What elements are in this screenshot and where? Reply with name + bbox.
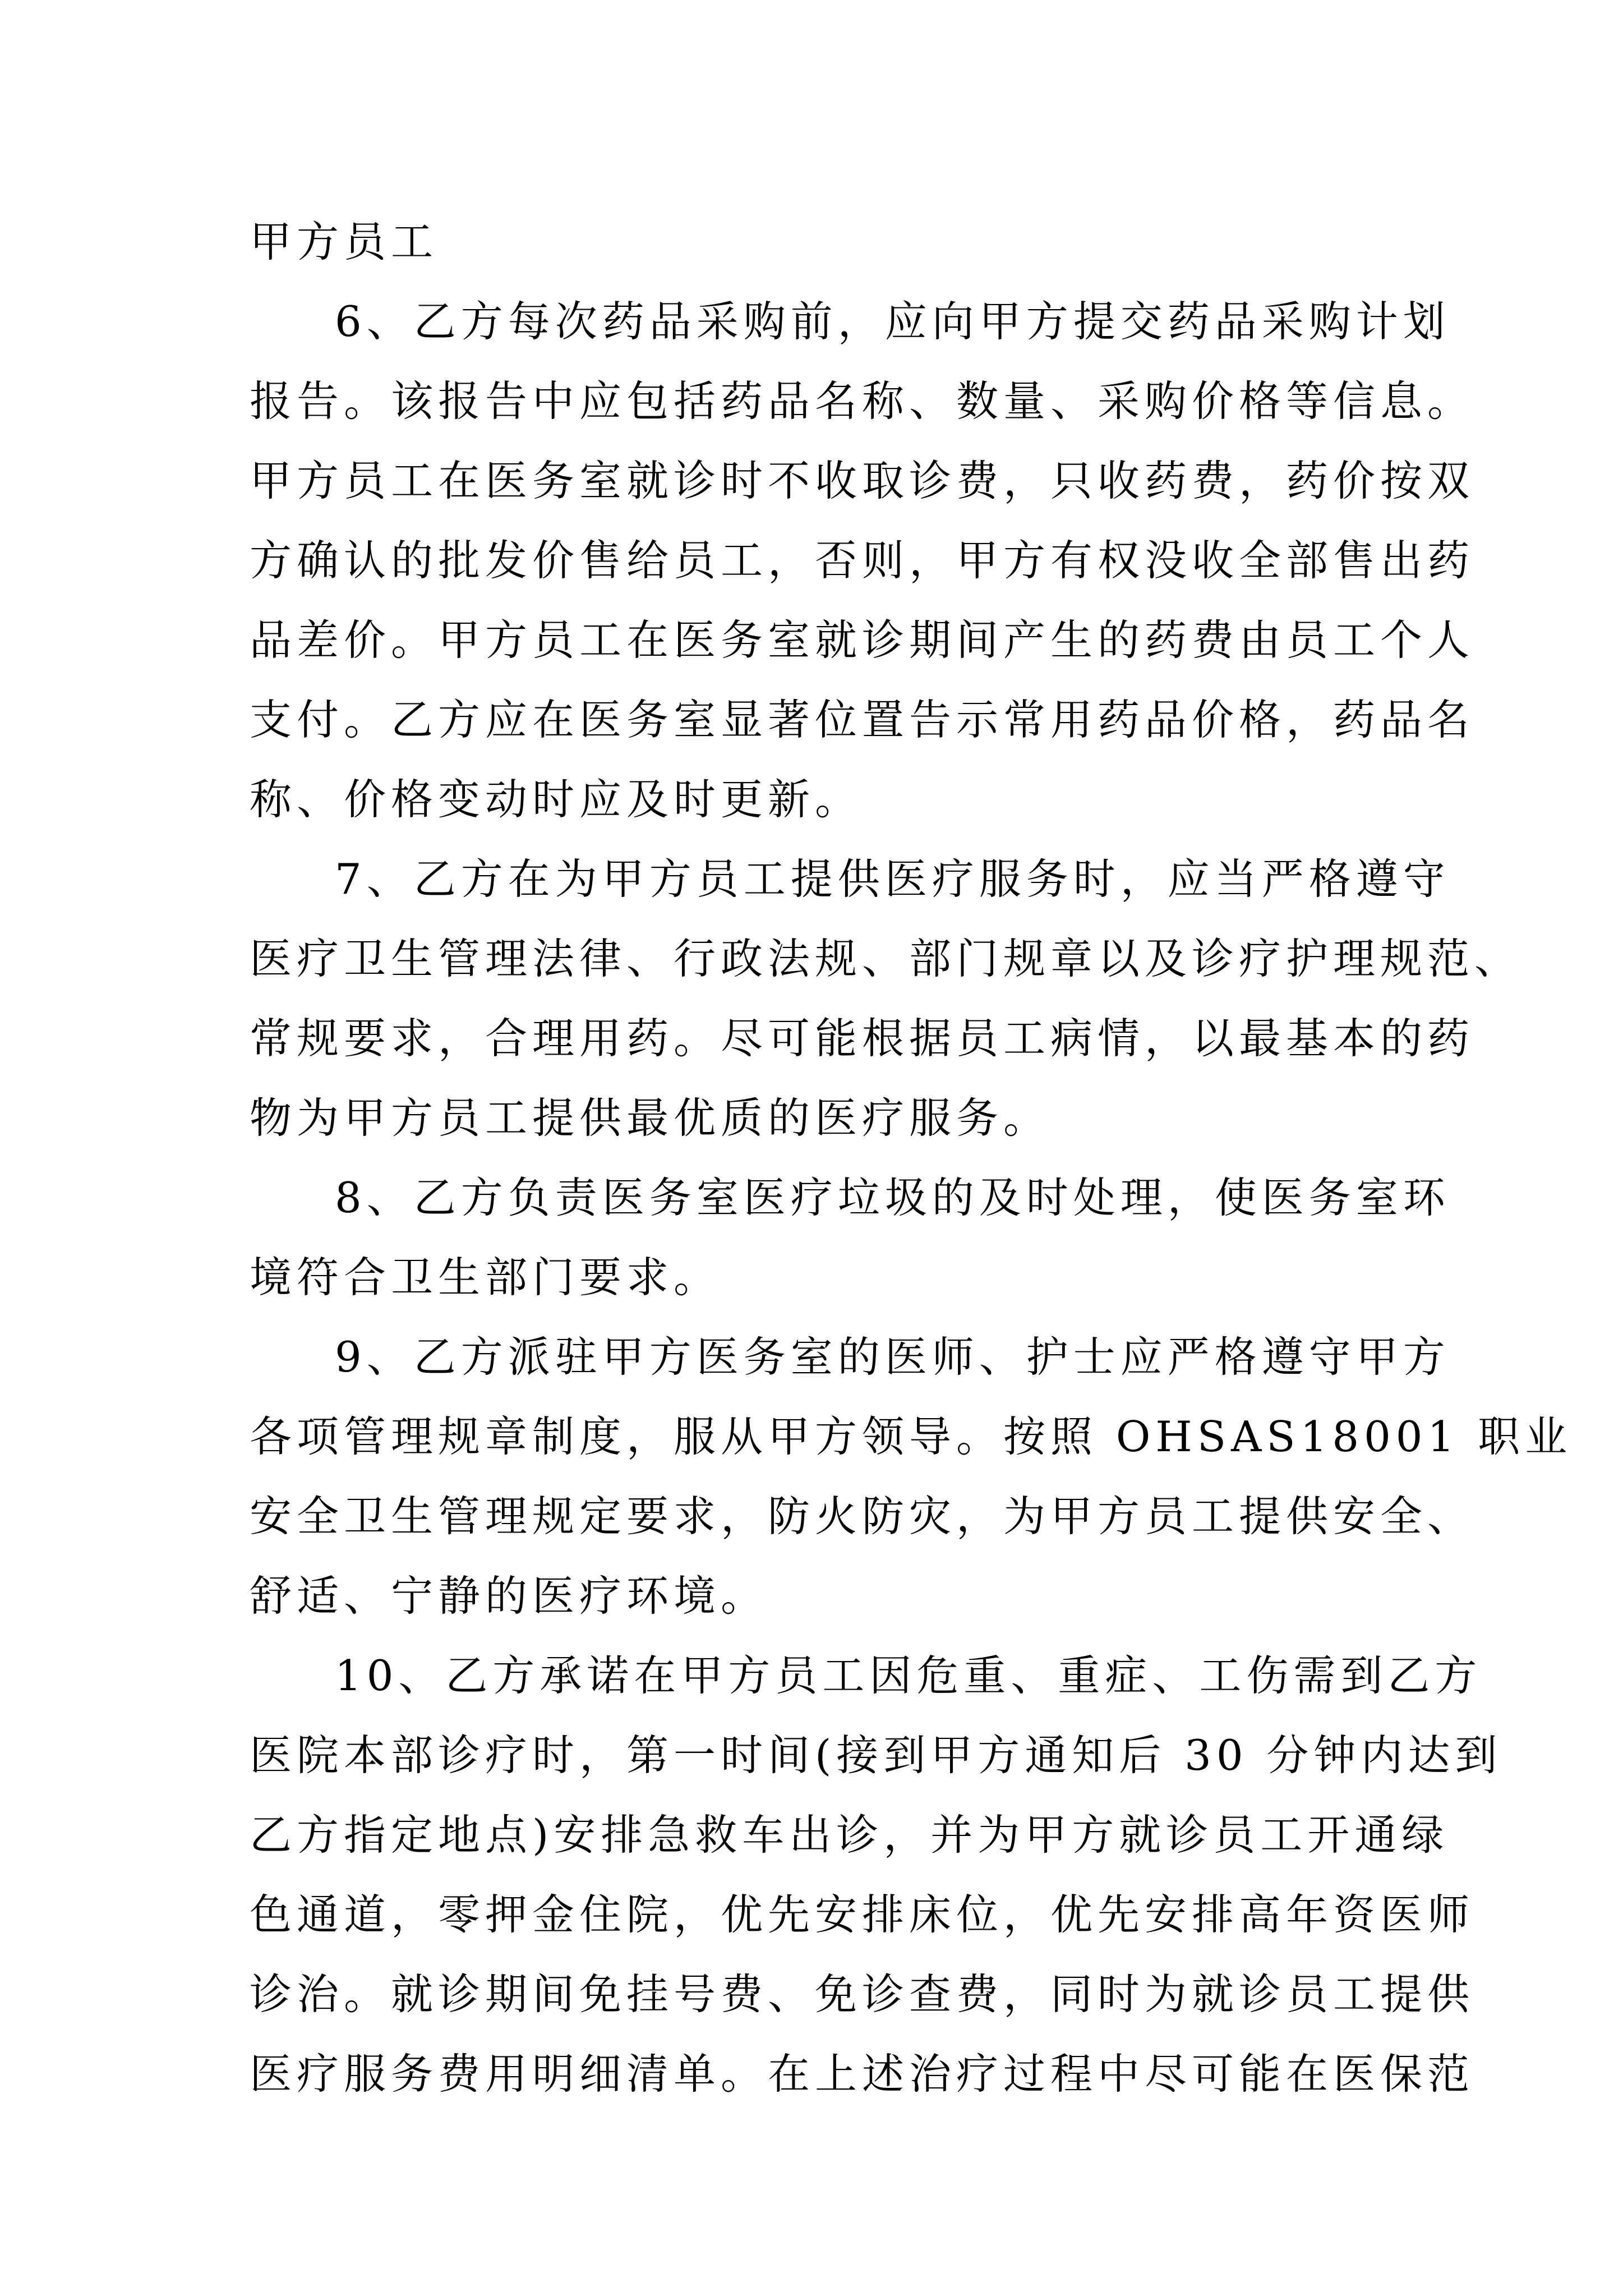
text-line: 支付。乙方应在医务室显著位置告示常用药品价格，药品名 [250,695,1475,744]
text-line: 安全卫生管理规定要求，防火防灾，为甲方员工提供安全、 [250,1492,1475,1541]
text-line: 10、乙方承诺在甲方员工因危重、重症、工伤需到乙方 [335,1651,1482,1700]
text-line: 色通道，零押金住院，优先安排床位，优先安排高年资医师 [250,1890,1475,1939]
text-line: 医疗服务费用明细清单。在上述治疗过程中尽可能在医保范 [250,2049,1475,2099]
text-line: 舒适、宁静的医疗环境。 [250,1571,768,1621]
text-line: 物为甲方员工提供最优质的医疗服务。 [250,1093,1051,1143]
text-line: 医疗卫生管理法律、行政法规、部门规章以及诊疗护理规范、 [250,934,1522,983]
text-line: 方确认的批发价售给员工，否则，甲方有权没收全部售出药 [250,536,1475,585]
text-line: 称、价格变动时应及时更新。 [250,775,863,824]
document-body [250,202,1573,2114]
text-line: 7、乙方在为甲方员工提供医疗服务时，应当严格遵守 [335,854,1450,904]
text-line: 品差价。甲方员工在医务室就诊期间产生的药费由员工个人 [250,615,1475,665]
text-line: 8、乙方负责医务室医疗垃圾的及时处理，使医务室环 [335,1173,1450,1222]
text-line: 9、乙方派驻甲方医务室的医师、护士应严格遵守甲方 [335,1332,1450,1382]
text-line: 甲方员工在医务室就诊时不收取诊费，只收药费，药价按双 [250,456,1475,505]
text-line: 医院本部诊疗时，第一时间(接到甲方通知后 30 分钟内达到 [250,1731,1502,1780]
text-line: 甲方员工 [250,217,439,266]
text-line: 乙方指定地点)安排急救车出诊，并为甲方就诊员工开通绿 [250,1810,1449,1860]
text-line: 诊治。就诊期间免挂号费、免诊查费，同时为就诊员工提供 [250,1970,1475,2019]
text-line: 境符合卫生部门要求。 [250,1253,721,1302]
text-line: 报告。该报告中应包括药品名称、数量、采购价格等信息。 [250,376,1475,426]
text-line: 常规要求，合理用药。尽可能根据员工病情，以最基本的药 [250,1014,1475,1063]
text-line: 各项管理规章制度，服从甲方领导。按照 OHSAS18001 职业 [250,1412,1573,1461]
text-line: 6、乙方每次药品采购前，应向甲方提交药品采购计划 [335,297,1450,346]
